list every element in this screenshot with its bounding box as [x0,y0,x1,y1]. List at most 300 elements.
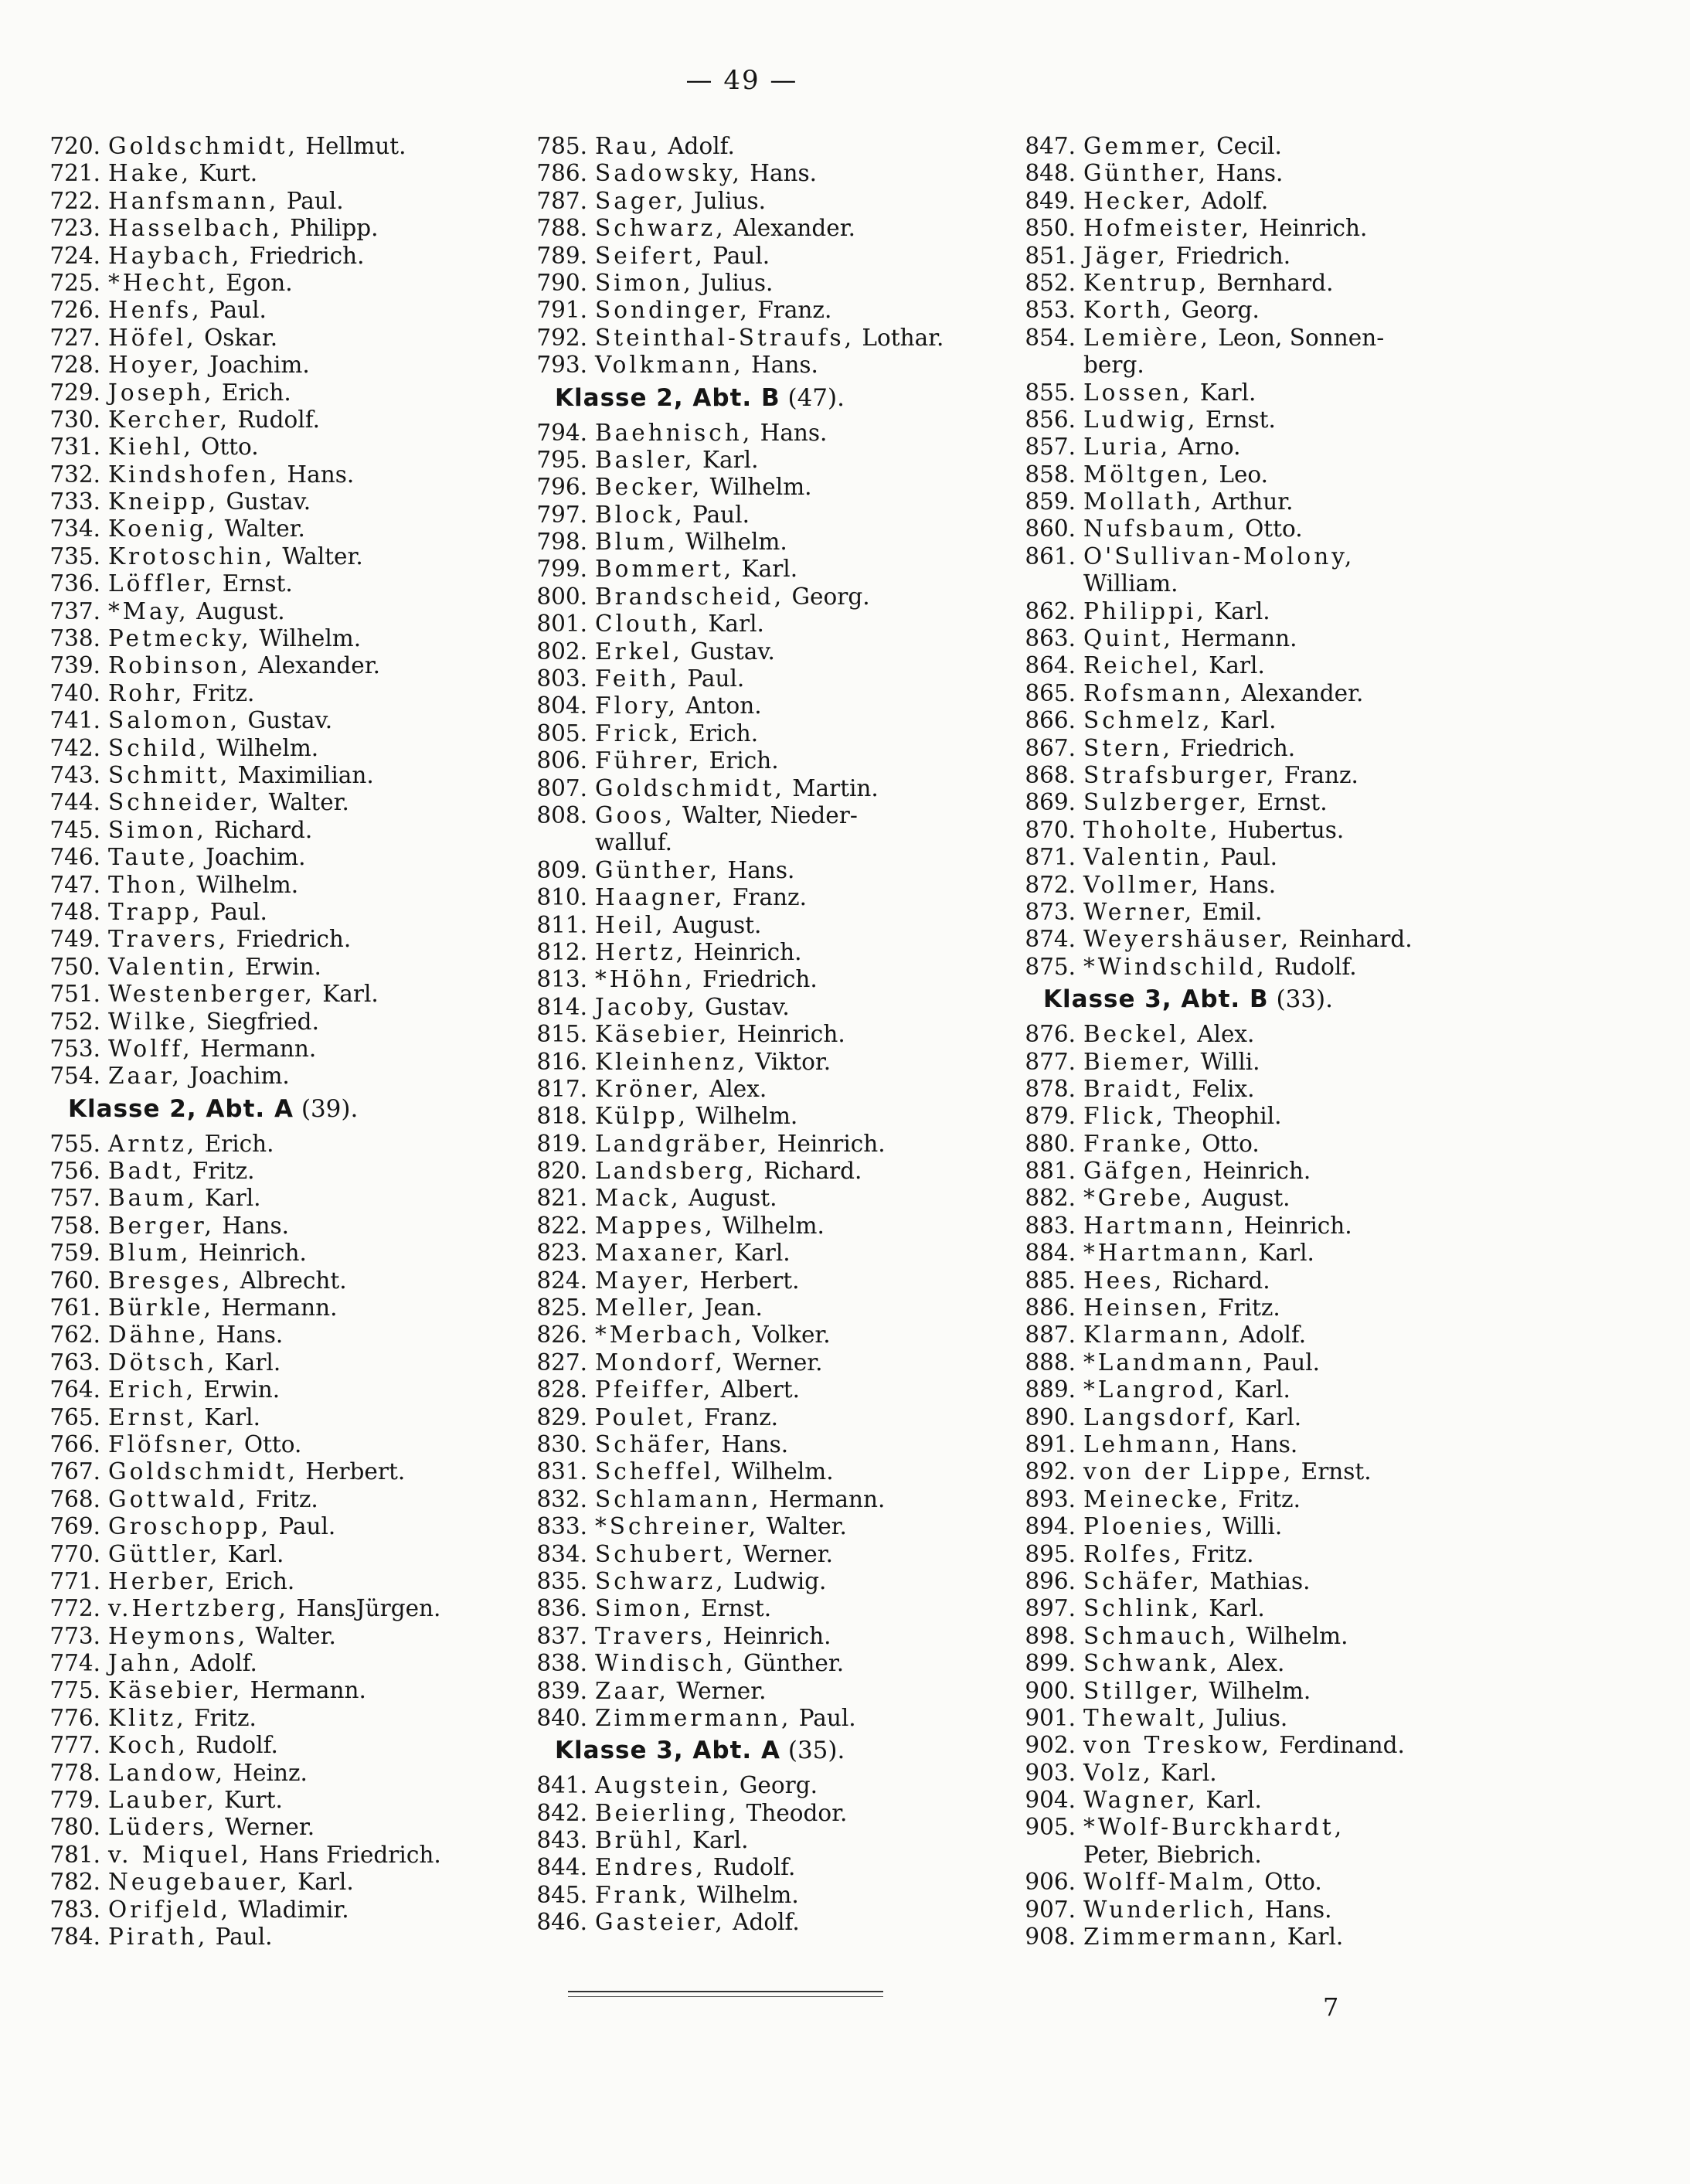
entry-number: 776. [49,1704,100,1731]
entry-surname: Badt, [108,1158,185,1185]
class-heading-label: Klasse 3, Abt. A [555,1737,780,1765]
entry-number: 751. [49,981,100,1008]
entry-given-name: Adolf. [733,1909,800,1936]
entry-given-name: Paul. [209,297,267,324]
entry-given-name: Rudolf. [712,1854,796,1881]
list-item [532,939,1026,966]
entry-number: 773. [49,1622,100,1649]
list-item [1020,1404,1515,1431]
entry-given-name: Walter. [766,1513,847,1540]
entry-surname: Schild, [108,734,209,761]
list-item [45,297,539,324]
entry-given-name: Jean. [704,1294,763,1322]
entry-surname: Reichel, [1083,652,1202,679]
entry-number: 850. [1025,215,1076,242]
entry-surname: Berger, [108,1212,215,1239]
list-item [45,1568,539,1595]
entry-number: 798. [536,529,587,556]
entry-given-name: Wilhelm. [695,1103,798,1130]
list-item [45,270,539,297]
entry-given-name: Hans. [287,461,355,488]
entry-surname: Goos, [595,801,675,828]
list-item [1020,1513,1515,1540]
entry-number: 860. [1025,515,1076,543]
list-item [45,1349,539,1376]
entry-surname: Hanfsmann, [108,187,280,214]
entry-surname: Blum, [595,529,678,556]
entry-given-name: Karl. [1219,707,1277,734]
entry-surname: Landsberg, [595,1158,757,1185]
class-heading-label: Klasse 2, Abt. A [68,1094,294,1123]
list-item [532,1678,1026,1705]
entry-surname: *Landmann, [1083,1349,1256,1376]
entry-number: 842. [536,1799,587,1826]
list-item [532,1376,1026,1403]
entry-given-name: Hans. [1209,871,1277,898]
entry-given-name: Wilhelm. [259,625,362,652]
entry-surname: Flöfsner, [108,1430,237,1458]
list-item [45,434,539,461]
entry-given-name: Wilhelm. [685,529,787,556]
entry-surname: Sulzberger, [1083,789,1250,816]
list-item [45,817,539,844]
entry-number: 808. [536,801,587,828]
entry-surname: Hoyer, [108,352,202,379]
entry-number: 743. [49,761,100,788]
entry-given-name: Hermann. [221,1294,338,1322]
entry-given-name: August. [672,911,762,938]
entry-number: 882. [1025,1185,1076,1212]
list-item [45,707,539,734]
entry-surname: Taute, [108,844,199,871]
entry-number: 861. [1025,543,1076,570]
entry-number: 772. [49,1595,100,1622]
entry-surname: Seifert, [595,242,706,269]
entry-given-name: Fritz. [255,1485,318,1512]
entry-surname: Trapp, [108,898,203,925]
list-item [45,926,539,953]
entry-given-name: Karl. [1205,1787,1262,1814]
entry-number: 896. [1025,1567,1076,1594]
entry-surname: Wilke, [108,1008,199,1035]
list-item [45,325,539,352]
entry-surname: Lossen, [1083,379,1193,406]
entry-surname: Quint, [1083,625,1174,652]
entry-given-name: Paul. [712,242,770,269]
entry-given-name: Hermann. [200,1035,317,1062]
entry-given-name: Rudolf. [237,406,320,433]
entry-given-name: Leo. [1219,461,1269,488]
entry-surname: v. Miquel, [108,1841,252,1868]
entry-given-name: Karl. [1199,379,1256,406]
entry-number: 859. [1025,488,1076,515]
entry-number: 737. [49,597,100,624]
list-item [532,1431,1026,1458]
entry-given-name: Ludwig. [733,1567,827,1594]
entry-given-name: Karl. [741,556,798,583]
entry-given-name: Heinrich. [198,1240,307,1267]
entry-given-name: Karl. [204,1403,260,1430]
list-item [45,1897,539,1924]
list-item [45,188,539,215]
entry-surname: Arntz, [108,1130,198,1157]
entry-number: 844. [536,1854,587,1881]
entry-number: 744. [49,789,100,816]
list-item [1020,954,1515,981]
list-item [45,1541,539,1568]
list-item [1020,1376,1515,1403]
entry-number: 892. [1025,1458,1076,1485]
list-item [532,747,1026,774]
list-item [45,762,539,789]
entry-given-name: Cecil. [1216,133,1282,159]
entry-number: 815. [536,1021,587,1048]
entry-given-name: Hans. [721,1430,789,1458]
entry-number: 871. [1025,844,1076,871]
entry-given-name: August. [196,597,285,624]
class-heading-label: Klasse 2, Abt. B [555,383,780,412]
entry-surname: Mappes, [595,1212,716,1239]
entry-number: 795. [536,446,587,473]
list-item [45,379,539,407]
list-item [1020,543,1515,598]
entry-surname: *Merbach, [595,1322,745,1349]
entry-surname: Schmitt, [108,761,231,788]
entry-given-name: Hans. [751,352,818,379]
entry-continuation: Peter, Biebrich. [1083,1841,1262,1868]
entry-number: 894. [1025,1513,1076,1540]
entry-given-name: Willi. [1222,1513,1283,1540]
list-item [45,1842,539,1869]
list-item [1020,1787,1515,1814]
list-item [1020,1814,1515,1869]
entry-surname: Philippi, [1083,597,1207,624]
entry-given-name: Rudolf. [196,1732,278,1759]
entry-surname: Dähne, [108,1322,209,1349]
signature-mark: 7 [1323,1992,1339,2022]
entry-number: 784. [49,1924,100,1950]
entry-number: 814. [536,993,587,1020]
list-item [532,1541,1026,1568]
list-item [45,1486,539,1513]
entry-number: 890. [1025,1403,1076,1430]
entry-given-name: Hermann. [1181,625,1297,652]
entry-given-name: Julius. [693,187,766,214]
entry-number: 754. [49,1063,100,1090]
entry-number: 733. [49,488,100,515]
entry-surname: Rolfes, [1083,1540,1185,1567]
list-item [45,1513,539,1540]
entry-given-name: Wladimir. [238,1896,349,1923]
entry-given-name: Heinrich. [777,1130,886,1157]
list-item [45,1213,539,1240]
list-item [45,1705,539,1732]
entry-number: 765. [49,1403,100,1430]
entry-surname: Poulet, [595,1403,697,1430]
list-item [45,488,539,515]
list-item [532,420,1026,447]
list-item [45,1623,539,1650]
list-item [45,407,539,434]
list-item [532,1705,1026,1732]
entry-surname: Hertz, [595,938,687,965]
entry-given-name: Paul. [1263,1349,1321,1376]
entry-number: 789. [536,242,587,269]
entry-surname: Schmelz, [1083,707,1213,734]
entry-given-name: Karl. [1209,652,1265,679]
list-item [1020,844,1515,871]
entry-surname: Feith, [595,665,680,692]
list-item [1020,789,1515,816]
entry-number: 768. [49,1485,100,1512]
list-item [532,720,1026,747]
entry-number: 791. [536,297,587,324]
entry-surname: Koch, [108,1732,189,1759]
list-item [532,1513,1026,1540]
entry-surname: Schneider, [108,789,262,816]
entry-number: 735. [49,543,100,570]
entry-given-name: Richard. [1171,1267,1270,1294]
list-item [45,1240,539,1267]
entry-given-name: Alexander. [257,652,380,679]
entry-given-name: Hans. [1216,160,1284,187]
entry-given-name: Alexander. [733,215,855,242]
entry-surname: Günther, [595,856,721,883]
entry-surname: Schäfer, [595,1430,714,1458]
entry-given-name: Karl. [227,1540,284,1567]
entry-number: 837. [536,1622,587,1649]
entry-given-name: Hermann. [769,1485,886,1512]
list-item [1020,1760,1515,1787]
entry-surname: Kröner, [595,1075,702,1102]
entry-number: 803. [536,665,587,692]
footer-rule [568,1991,883,1992]
entry-surname: Lüders, [108,1814,218,1841]
entry-continuation: walluf. [595,829,672,856]
list-item [1020,188,1515,215]
entry-given-name: Leon, Sonnen- [1218,324,1385,351]
entry-number: 872. [1025,871,1076,898]
list-item [45,844,539,871]
entry-surname: Bommert, [595,556,735,583]
entry-surname: Meller, [595,1294,698,1322]
entry-number: 753. [49,1035,100,1062]
entry-given-name: Karl. [322,981,379,1008]
entry-given-name: Hermann. [250,1677,366,1704]
entry-surname: Endres, [595,1854,706,1881]
entry-given-name: Joachim. [209,352,310,379]
entry-surname: Schmauch, [1083,1622,1239,1649]
entry-given-name: Karl. [298,1869,354,1896]
entry-surname: Mayer, [595,1267,693,1294]
entry-surname: Schlamann, [595,1485,762,1512]
list-item [1020,515,1515,543]
entry-surname: Robinson, [108,652,251,679]
entry-number: 905. [1025,1814,1076,1841]
entry-number: 838. [536,1650,587,1677]
entry-number: 856. [1025,406,1076,433]
entry-given-name: Otto. [243,1430,302,1458]
entry-surname: Travers, [108,926,230,953]
entry-surname: Goldschmidt, [108,133,298,159]
list-item [1020,1678,1515,1705]
entry-surname: Flory, [595,692,678,719]
list-item [532,966,1026,993]
entry-number: 826. [536,1322,587,1349]
list-item [45,1787,539,1814]
entry-given-name: Alexander. [1241,679,1364,706]
entry-number: 805. [536,719,587,747]
entry-given-name: Paul. [798,1704,856,1731]
entry-given-name: Otto. [1245,515,1303,543]
entry-number: 847. [1025,133,1076,159]
entry-number: 724. [49,242,100,269]
entry-number: 740. [49,679,100,706]
list-item [1020,707,1515,734]
entry-number: 829. [536,1403,587,1430]
entry-surname: Herber, [108,1567,218,1594]
list-item [1020,817,1515,844]
entry-given-name: Karl. [692,1827,749,1854]
entry-number: 745. [49,816,100,843]
entry-number: 817. [536,1075,587,1102]
list-item [1020,243,1515,270]
list-item [45,215,539,242]
entry-surname: Zimmermann, [1083,1924,1280,1951]
entry-number: 806. [536,747,587,774]
entry-given-name: Franz. [757,297,832,324]
list-item [532,1021,1026,1048]
entry-surname: Hees, [1083,1267,1165,1294]
entry-number: 895. [1025,1540,1076,1567]
entry-surname: Scheffel, [595,1458,725,1485]
list-item [1020,488,1515,515]
entry-number: 898. [1025,1622,1076,1649]
entry-given-name: Hans. [222,1212,290,1239]
entry-given-name: HansJürgen. [296,1595,441,1622]
list-item [45,1063,539,1090]
entry-surname: Kercher, [108,406,231,433]
entry-surname: Sadowsky, [595,160,743,187]
entry-number: 812. [536,938,587,965]
list-item [532,1595,1026,1622]
list-item [532,529,1026,556]
entry-given-name: Ernst. [1256,789,1328,816]
entry-number: 841. [536,1772,587,1799]
entry-number: 800. [536,583,587,610]
entry-number: 793. [536,352,587,379]
entry-number: 886. [1025,1294,1076,1322]
list-item [532,474,1026,501]
entry-surname: Gemmer, [1083,133,1209,159]
entry-given-name: Friedrich. [1180,734,1296,761]
entry-surname: Jäger, [1083,242,1168,269]
list-item [1020,735,1515,762]
entry-given-name: Erich. [689,719,759,747]
entry-given-name: Maximilian. [237,761,374,788]
entry-number: 785. [536,133,587,159]
entry-surname: Ernst, [108,1403,198,1430]
entry-given-name: Fritz. [192,679,255,706]
entry-given-name: Adolf. [1201,187,1269,214]
list-item [45,1376,539,1403]
class-heading [1020,981,1515,1021]
list-item [45,515,539,543]
entry-given-name: Paul. [692,501,750,528]
list-item [532,775,1026,802]
entry-number: 794. [536,419,587,446]
list-item [532,270,1026,297]
list-item [532,1267,1026,1294]
class-heading-count: (33). [1276,985,1333,1014]
list-item [1020,1267,1515,1294]
list-item [532,1049,1026,1076]
entry-surname: Bresges, [108,1267,233,1294]
list-item [1020,1869,1515,1896]
entry-number: 720. [49,133,100,159]
entry-surname: Zaar, [108,1063,182,1090]
entry-surname: Zaar, [595,1677,669,1704]
list-item [532,1882,1026,1909]
entry-number: 738. [49,625,100,652]
list-item [1020,133,1515,160]
entry-given-name: Julius. [1216,1704,1288,1731]
entry-surname: Mollath, [1083,488,1205,515]
list-item [1020,625,1515,652]
entry-given-name: Hans. [750,160,818,187]
list-item [1020,1049,1515,1076]
list-item [532,857,1026,884]
entry-number: 788. [536,215,587,242]
entry-given-name: Alex. [1227,1650,1285,1677]
entry-surname: Gottwald, [108,1485,249,1512]
entry-given-name: Georg. [1181,297,1260,324]
entry-number: 811. [536,911,587,938]
entry-number: 741. [49,707,100,734]
entry-number: 721. [49,160,100,187]
entry-number: 809. [536,856,587,883]
entry-given-name: Werner. [676,1677,767,1704]
entry-given-name: Heinrich. [1243,1212,1352,1239]
list-item [1020,1158,1515,1185]
list-item [45,1158,539,1185]
list-item [532,352,1026,379]
entry-number: 820. [536,1158,587,1185]
entry-surname: Schäfer, [1083,1567,1202,1594]
class-heading-label: Klasse 3, Abt. B [1043,985,1269,1014]
list-item [45,1185,539,1212]
entry-number: 891. [1025,1431,1076,1458]
entry-given-name: Wilhelm. [196,871,299,898]
list-item [532,611,1026,638]
entry-surname: Travers, [595,1622,716,1649]
list-item [45,625,539,652]
entry-given-name: Ernst. [1301,1458,1372,1485]
entry-surname: Baum, [108,1185,198,1212]
entry-number: 883. [1025,1212,1076,1239]
entry-surname: Orifjeld, [108,1896,231,1923]
entry-number: 832. [536,1485,587,1512]
entry-surname: Hake, [108,160,192,187]
list-item [45,160,539,187]
entry-given-name: Hubertus. [1227,816,1345,843]
entry-given-name: Heinrich. [1202,1158,1311,1185]
entry-given-name: Hans. [1230,1431,1298,1458]
entry-given-name: Richard. [763,1158,862,1185]
entry-given-name: Rudolf. [1274,953,1357,980]
entry-given-name: Paul. [209,898,267,925]
entry-surname: Kneipp, [108,488,219,515]
